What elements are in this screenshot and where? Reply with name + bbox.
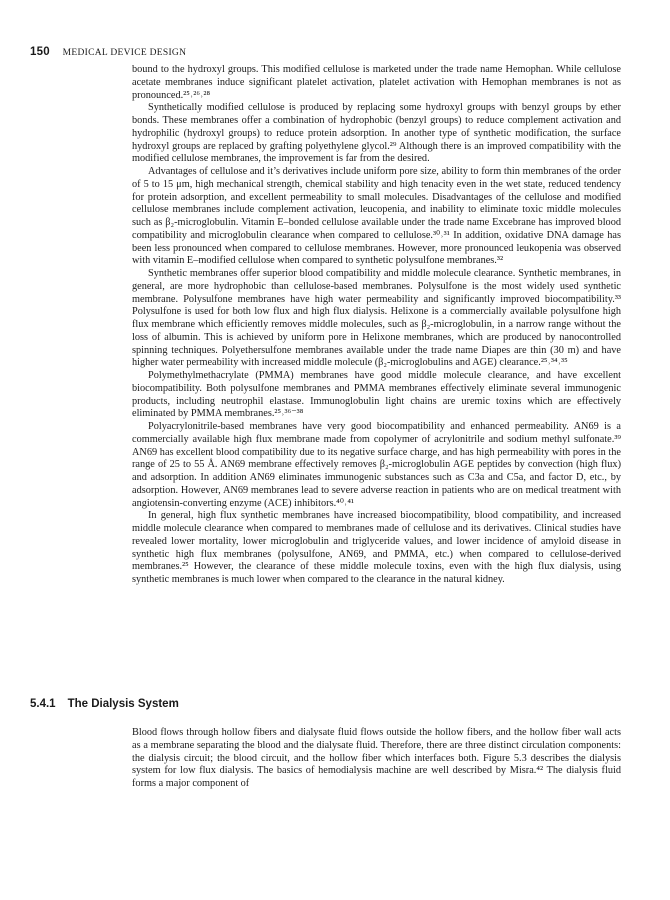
paragraph: Synthetically modified cellulose is produced by replacing some hydroxyl groups with benzyl groups by ether bonds. These membranes offer a combination of hydrophobic (benzyl groups) to reduce complement activation and hydrophilic (hydroxyl groups) to reduce protein adsorption. In another type of synthetic modification, the surface hydroxyl groups are replaced by grafting polyethylene glycol.²⁹ Although there is an improved compatibility with the modified cellulose membranes, the improvement is far from the desired. [132,102,621,165]
running-head-title: MEDICAL DEVICE DESIGN [62,48,187,58]
section-title: The Dialysis System [67,698,179,710]
running-header [30,46,186,58]
paragraph: Polyacrylonitrile-based membranes have very good biocompatibility and enhanced permeability. AN69 is a commercially available high flux membrane made from copolymer of acrylonitrile and sodium methyl sulfonate.³⁹ AN69 has excellent blood compatibility due to its negative surface charge, and has high permeability with pores in the range of 25 to 55 Å. AN69 membrane effectively removes β₂-microglobulin AGE peptides by convection (high flux) and adsorption. In addition AN69 eliminates immunogenic substances such as C3a and C5a, and factor D, etc., by adsorption. However, AN69 membranes lead to severe adverse reaction in patients who are on medical treatment with angiotensin-converting enzyme (ACE) inhibitors.⁴⁰˒⁴¹ [132,421,621,509]
section-paragraph: Blood flows through hollow fibers and dialysate fluid flows outside the hollow fibers, and the hollow fiber wall acts as a membrane separating the blood and the dialysate fluid. Therefore, there are three distinct circulation components: the dialysis circuit; the blood circuit, and the hollow fiber which interfaces both. Figure 5.3 describes the dialysis system for low flux dialysis. The basics of hemodialysis machine are well described by Misra.⁴² The dialysis fluid forms a major component of [132,727,621,789]
paragraph: Advantages of cellulose and it’s derivatives include uniform pore size, ability to form thin membranes of the order of 5 to 15 μm, high mechanical strength, chemical stability and high tenacity even in the wet state, reduced tendency for protein adsorption, and excellent permeability to small molecules. Disadvantages of the cellulose and modified cellulose membranes include complement activation, leucopenia, and inability to eliminate toxic middle molecules such as β₂-microglobulin. Vitamin E–bonded cellulose available under the trade name Excebrane has improved blood compatibility and microglobulin clearance when compared to cellulose.³⁰˒³¹ In addition, oxidative DNA damage has been less pronounced when compared to cellulose membranes. However, more pronounced leukopenia was observed with vitamin E–modified cellulose when compared to synthetic polysulfone membranes.³² [132,166,621,267]
section-heading [30,698,179,710]
main-body-text [132,64,621,587]
section-number: 5.4.1 [30,698,56,710]
page-number: 150 [30,46,50,58]
paragraph: bound to the hydroxyl groups. This modified cellulose is marketed under the trade name Hemophan. While cellulose acetate membranes induce significant platelet activation, platelet activation with Hemophan membranes is not as pronounced.²⁵˒²⁶˒²⁸ [132,64,621,101]
paragraph: Polymethylmethacrylate (PMMA) membranes have good middle molecule clearance, and have excellent biocompatibility. Both polysulfone membranes and PMMA membranes effectively eliminate several immunogenic products, including neutrophil elastase. Immunoglobulin light chains are uremic toxins which are effectively eliminated by PMMA membranes.²⁵˒³⁶⁻³⁸ [132,370,621,420]
paragraph: Synthetic membranes offer superior blood compatibility and middle molecule clearance. Synthetic membranes, in general, are more hydrophobic than cellulose-based membranes. Polysulfone is the most widely used synthetic membrane. Polysulfone membranes have high water permeability and significantly improved biocompatibility.³³ Polysulfone is used for both low flux and high flux dialysis. Helixone is a commercially available polysulfone high flux membrane which efficiently removes middle molecules, such as β₂-microglobulin, in a narrow range without the loss of albumin. This is achieved by uniform pore in Helixone membranes, which are produced by nanocontrolled spinning techniques. Polyethersulfone membranes available under the trade name Diapes are thin (30 m) and have higher water permeability with increased middle molecule (β₂-microglobulins and AGE) clearance.²⁵˒³⁴˒³⁵ [132,268,621,369]
paragraph: In general, high flux synthetic membranes have increased biocompatibility, blood compatibility, and increased middle molecule clearance when compared to membranes made of cellulose and its derivatives. Clinical studies have revealed lower mortality, lower microglobulin and triglyceride values, and lower incidence of amyloid disease in synthetic high flux membranes (polysulfone, AN69, and PMMA, etc.) when compared to cellulose-derived membranes.²⁵ However, the clearance of these middle molecule toxins, even with the high flux dialysis, using synthetic membranes is much lower when compared to the clearance in the natural kidney. [132,510,621,585]
